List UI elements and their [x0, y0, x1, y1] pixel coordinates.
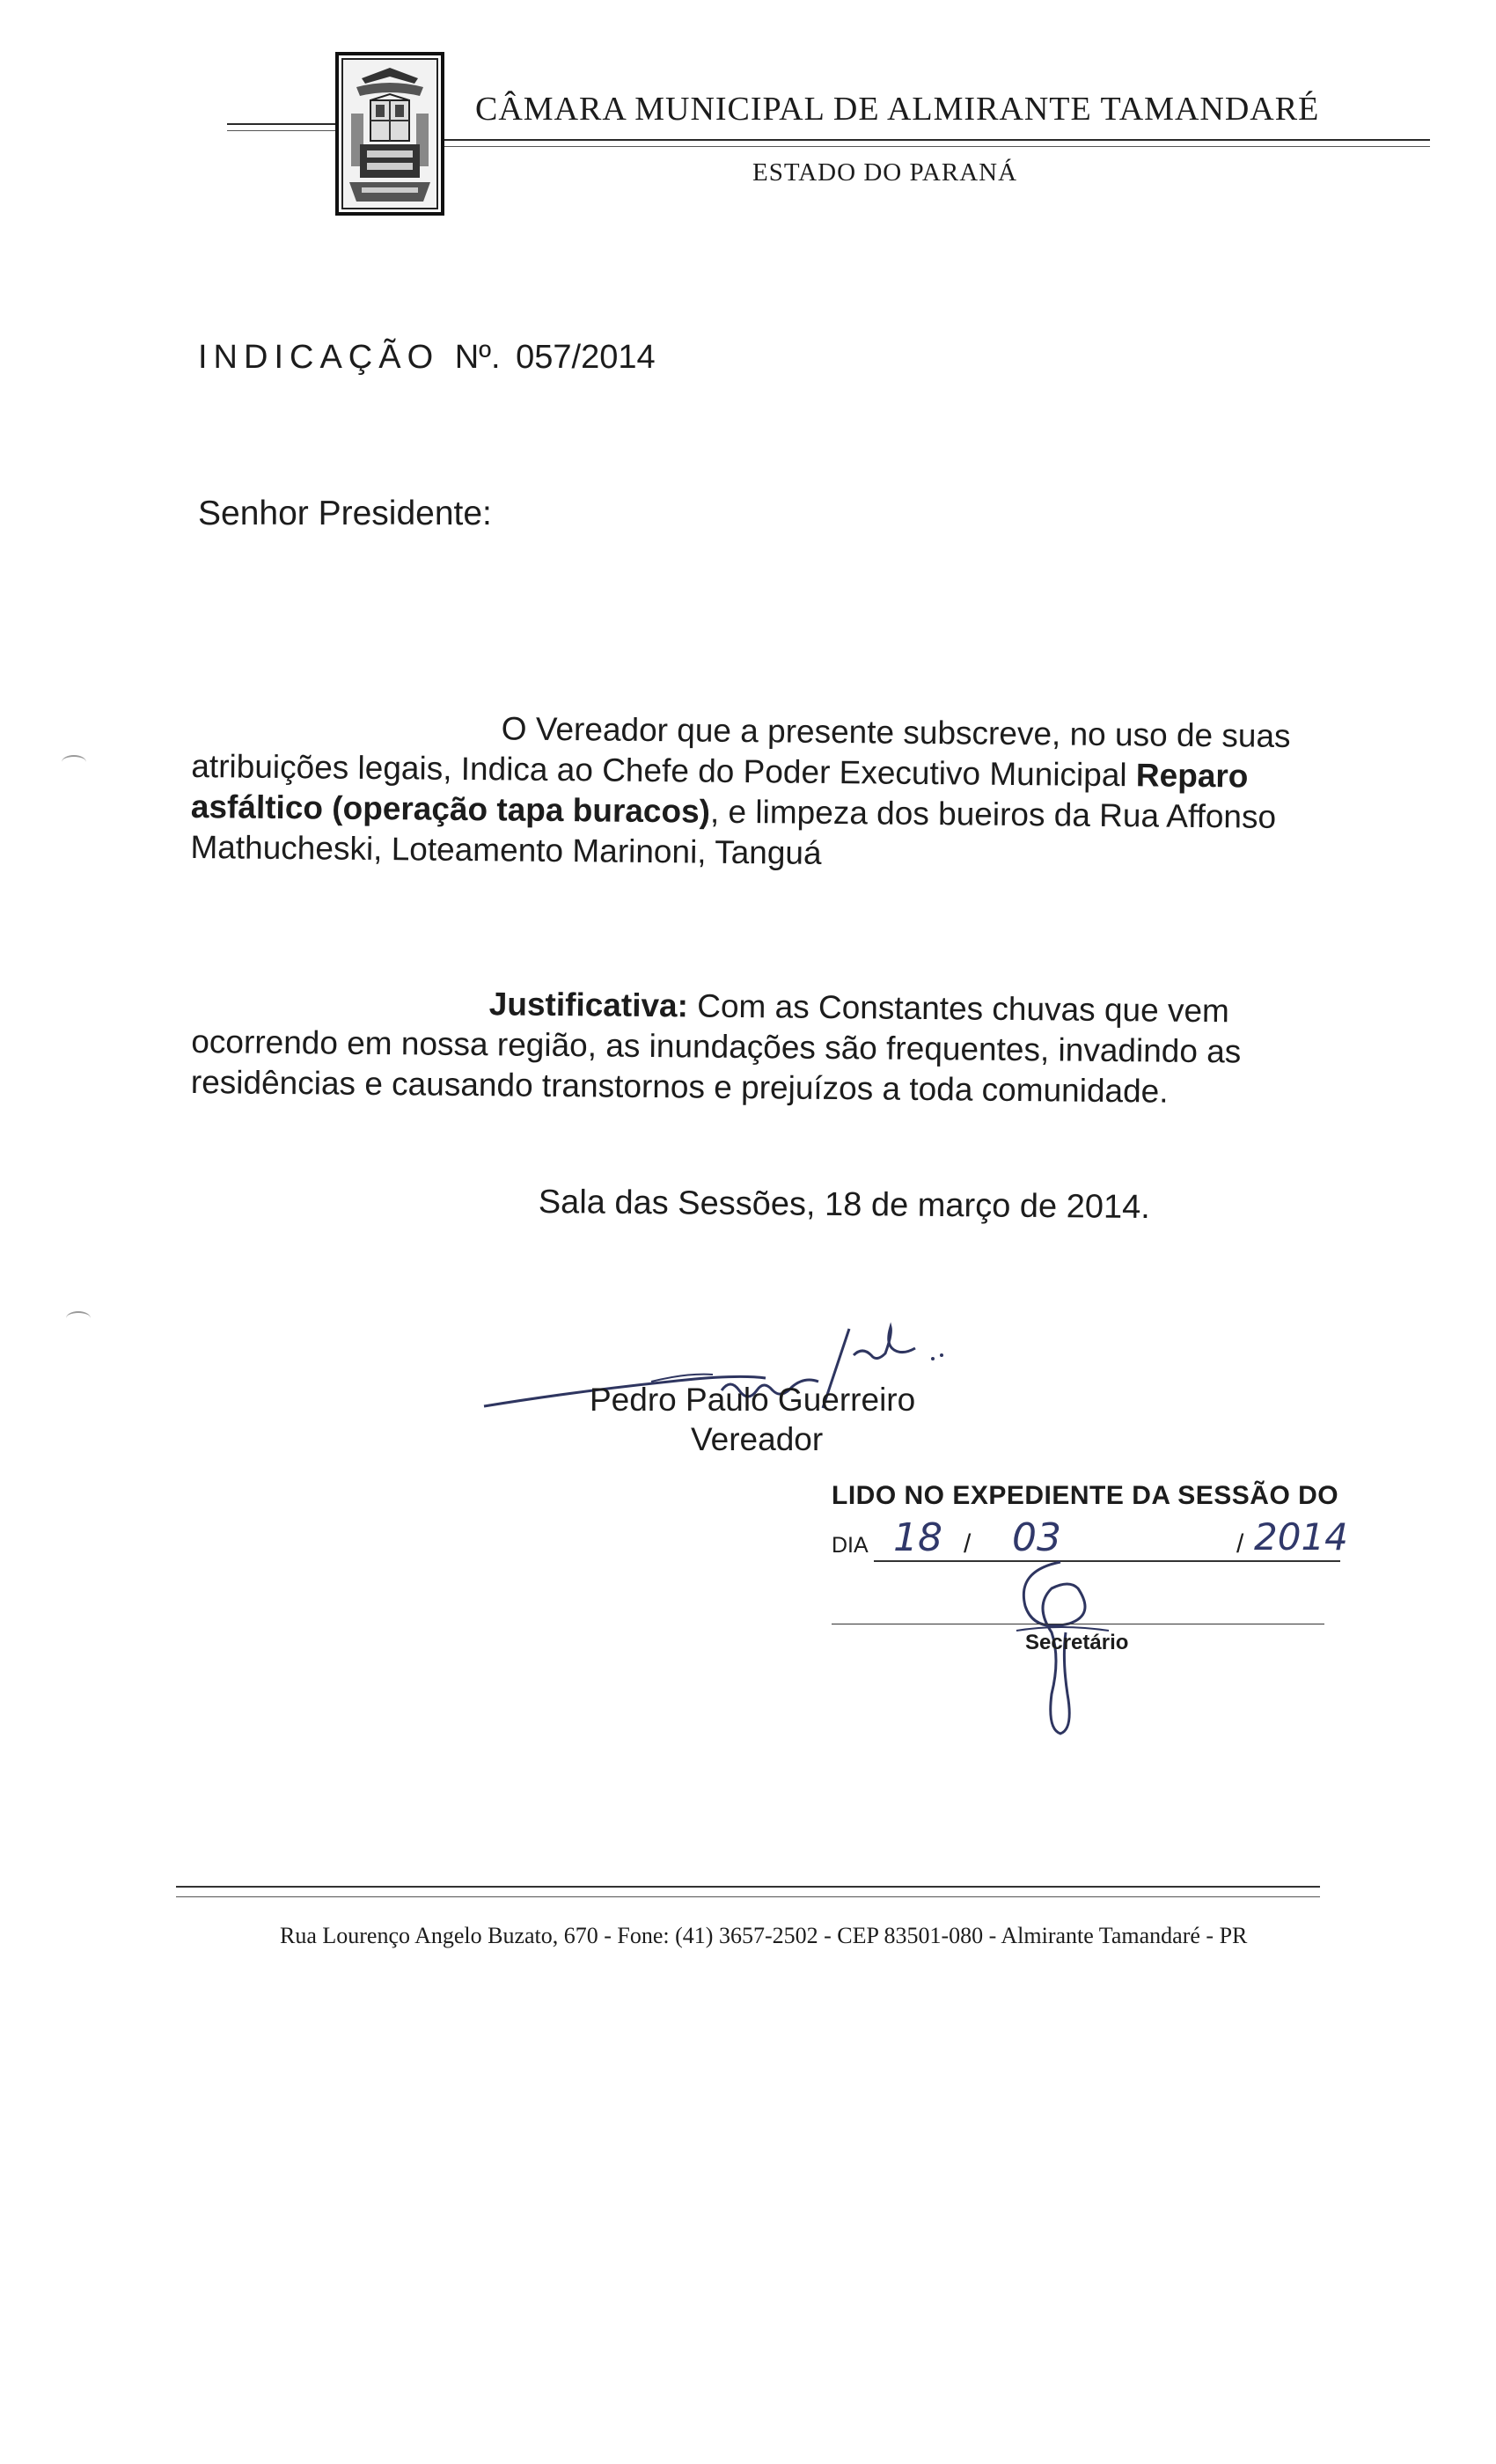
header-rule-right-thin [444, 146, 1430, 147]
header-rule-left [227, 123, 335, 125]
stamp-month: 03 [1012, 1515, 1061, 1560]
signer-role: Vereador [691, 1421, 824, 1457]
title-number: 057/2014 [516, 339, 656, 376]
paragraph-line: O Vereador que a presente subscreve, no uso de suas [501, 710, 1291, 754]
stamp-day: 18 [893, 1515, 942, 1560]
stamp-dia-label: DIA [832, 1533, 869, 1558]
paragraph-text: Com as Constantes chuvas que vem [687, 987, 1230, 1030]
indication-paragraph [190, 706, 1353, 879]
footer-rule [176, 1886, 1320, 1888]
paragraph-bold-text: Reparo [1135, 757, 1249, 795]
salutation: Senhor Presidente: [198, 495, 492, 532]
footer-address: Rua Lourenço Angelo Buzato, 670 - Fone: (41) 3657-2502 - CEP 83501-080 - Almirante Tamandaré - PR [280, 1923, 1248, 1948]
paragraph-text: , e limpeza dos bueiros da Rua Affonso [709, 793, 1277, 835]
place-date: Sala das Sessões, 18 de março de 2014. [538, 1184, 1150, 1227]
punch-hole [62, 755, 86, 769]
title-label: INDICAÇÃO [198, 339, 440, 376]
justification-paragraph [191, 981, 1353, 1114]
justification-label: Justificativa: [488, 986, 689, 1024]
document-title [198, 339, 656, 377]
secretary-label: Secretário [1025, 1631, 1129, 1654]
chamber-name: CÂMARA MUNICIPAL DE ALMIRANTE TAMANDARÉ [475, 91, 1320, 128]
paragraph-bold-text: asfáltico (operação tapa buracos) [190, 788, 711, 830]
state-name: ESTADO DO PARANÁ [752, 158, 1018, 187]
stamp-title: LIDO NO EXPEDIENTE DA SESSÃO DO [832, 1481, 1339, 1510]
date-separator: / [964, 1529, 972, 1558]
paragraph-line: Mathucheski, Loteamento Marinoni, Tanguá [190, 828, 822, 871]
paragraph-line: ocorrendo em nossa região, as inundações são frequentes, invadindo as [191, 1023, 1242, 1070]
signer-name: Pedro Paulo Guerreiro [590, 1382, 916, 1418]
footer-rule-thin [176, 1896, 1320, 1897]
title-number-label: Nº. [454, 339, 501, 376]
header-rule-right [444, 139, 1430, 141]
header-rule-left-thin [227, 130, 335, 131]
paragraph-line: residências e causando transtornos e prejuízos a toda comunidade. [190, 1063, 1169, 1110]
stamp-year: 2014 [1254, 1515, 1348, 1558]
paragraph-text: atribuições legais, Indica ao Chefe do Poder Executivo Municipal [191, 747, 1127, 794]
date-separator: / [1236, 1529, 1244, 1558]
municipal-crest-icon [335, 52, 444, 216]
punch-hole [66, 1311, 91, 1325]
